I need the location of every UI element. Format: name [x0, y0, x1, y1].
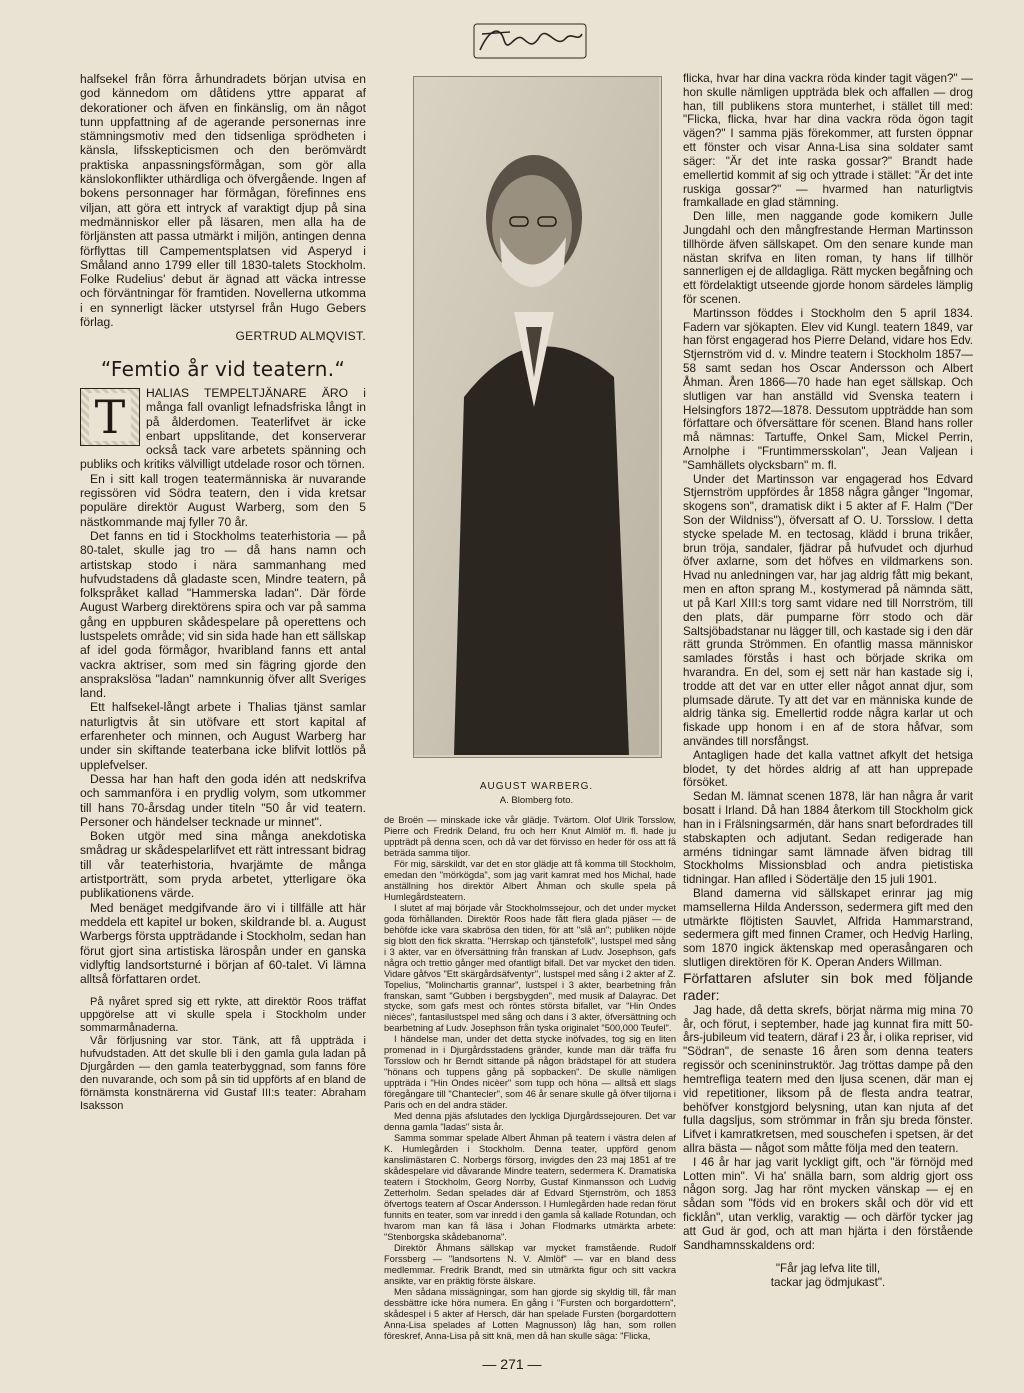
article-paragraph: Det fanns en tid i Stockholms teaterhistoria — på 80-talet, skulle jag tro — då hans namn och artistskap stodo i nära sammanhang med hufvudstadens då gladaste scen, Mindre teatern, på folkspråket kallad "Hammerska ladan". Där förde August Warberg direktörens spira och var på samma gång en uppburen skådespelare på operettens och lustspelets område; vid sin sida hade han ett sällskap af idel goda förmågor, hvaribland fanns ett antal vackra aktriser, som med sin fägring gjorde den ansprakslösa "ladan" namnkunnig öfver allt Sveriges land.: [80, 528, 366, 701]
article-paragraph: Med benäget medgifvande äro vi i tillfälle att här meddela ett kapitel ur boken, skildrande bl. a. August Warbergs första uppträdande i Stockholm, sedan han förut gjort sina artistiska lärospån under en ganska vidlyftig landsortsturné i början af 60-talet. Vi lämna alltså författaren ordet.: [80, 900, 366, 987]
article-paragraph: Sedan M. lämnat scenen 1878, lär han några år varit bosatt i Irland. Då han 1884 återkom till Stockholm gick han in i Frälsningsarmén, där hans snart befordrades till stabskapten och adjutant. Sedan redigerade han arméns tidningar samt lämnade äfven bidrag till Stockholms Missionsblad och andra pietistiska tidningar. Han aflled i Södertälje den 15 juli 1901.: [683, 790, 973, 887]
article-paragraph: Dessa har han haft den goda idén att nedskrifva och sammanföra i en prydlig volym, som utkommer till hans 70-årsdag under titeln "50 år vid teatern. Personer och händelser tecknade ur minnet".: [80, 771, 366, 829]
article-paragraph: Med denna pjäs afslutades den lyckliga Djurgårdssejouren. Det var denna gamla "ladas" sista år.: [384, 1111, 676, 1133]
poem-quote: [683, 1262, 973, 1290]
article-paragraph: flicka, hvar har dina vackra röda kinder tagit vägen?" — hon skulle nämligen uppträda blek och affallen — drog han, till publikens stora munterhet, i stället till med: "Flicka, flicka, hvar har dina vackra röda ögon tagit vägen?" I samma pjäs förekommer, att fursten öppnar ett fönster och visar Anna-Lisa sina soldater samt säger: "Är det inte raska gossar?" Brandt hade emellertid kommit af sig och yttrade i stället: "Är det inte ruskiga gossar?" — hvarmed han naturligtvis framkallade en glad stämning.: [683, 72, 973, 210]
article-paragraph: Antagligen hade det kalla vattnet afkylt det hetsiga blodet, ty det hördes aldrig af att han upprepade försöket.: [683, 748, 973, 790]
article-body: [80, 386, 366, 986]
article-paragraph: Samma sommar spelade Albert Åhman på teatern i västra delen af K. Humlegården i Stockholm. Denna teater, uppförd genom kanslimästaren C. Norbergs försorg, invigdes den 23 maj 1851 af tre skådespelare vid dåvarande Mindre teatern, sedermera K. Dramatiska teatern i Stockholm, Georg Norrby, Gustaf Kinmansson och Ludvig Zetterholm. Sedan spelades där af Edvard Stjernström, och 1853 öfvertogs teatern af Oscar Andersson. I Humlegården hade redan förut funnits en teater, som var inredd i den gamla så kallade Rotundan, och hvarom man kan få läsa i Johan Flodmarks utmärkta arbete: "Stenborgska skådebanorna".: [384, 1133, 676, 1242]
article-paragraph: I händelse man, under det detta stycke inöfvades, tog sig en liten promenad in i Djurgårdsstadens gränder, kunde man där träffa fru Torsslow och hr Berndt sittande på någon brädstapel för att studera "hönans och tuppens gång på sopbacken". De skulle nämligen uppträda i "Hin Ondes nicèer" som tupp och höna — alltså ett slags föregångare till "Chantecler", som 46 år senare skulle gå öfver tiljorna i Paris och en del andra städer.: [384, 1034, 676, 1111]
left-column: [80, 72, 366, 1113]
caption-credit: A. Blomberg foto.: [499, 795, 574, 806]
article-paragraph: I slutet af maj började vår Stockholmssejour, och det under mycket goda förhållanden. Direktör Roos hade fått flera glada pjäser — de behöfde icke vara skabrösa den tiden, för att "slå an"; publiken nöjde sig blott den fick skratta. "Herrskap och tjänstefolk", lustspel med sång i 3 akter, var en öfversättning från franskan af Ludv. Josephson, gafs några och trettio gånger med ofantligt bifall. Det var mycket den tiden. Vidare gåfvos "Ett skärgårdsäfventyr", lustspel med sång i 2 akter af Z. Topelius, "Molinchartis grannar", lustspel i 3 akter, bearbetning från franskan, samt "Gubben i bergsbygden", med musik af Dalayrac. Det stycke, som gafs mest och röntes största bifallet, var "Hin Ondes nièces", fantasilustspel med sång och dans i 3 akter, öfversättning och bearbetning af Ludv. Josephson från tyska originalet "500,000 Teufel".: [384, 902, 676, 1034]
article-paragraph: Ett halfsekel-långt arbete i Thalias tjänst samlar naturligtvis åt sin utöfvare ett stort kapital af erfarenheter och minnen, och August Warberg har under sin skiftande teaterbana icke blifvit lottlös på upplefvelser.: [80, 700, 366, 772]
page-number: — 271 —: [482, 1356, 542, 1372]
poem-line: tackar jag ödmjukast".: [770, 1276, 886, 1290]
article-paragraph: För mig, särskildt, var det en stor glädje att få komma till Stockholm, emedan den "mörkögda", som jag varit kamrat med hos Michal, hade anställning hos direktör Albert Åhman och skulle spela på Humlegårdsteatern.: [384, 858, 676, 902]
article-paragraph: de Broën — minskade icke vår glädje. Tvärtom. Olof Ulrik Torsslow, Pierre och Fredrik Deland, fru och herr Knut Almlöf m. fl. hade ju uppträdt på denna scen, och då var det förvisso en heder för oss att få beträda samma tiljor.: [384, 815, 676, 858]
caption-name: AUGUST WARBERG.: [479, 781, 594, 792]
closing-paragraph: Jag hade, då detta skrefs, börjat närma mig mina 70 år, och förut, i september, hade jag kunnat fira mitt 50-års-jubileum vid teatern, däraf i 23 år, i olika repriser, vid "Södran", de senaste 16 åren som denna teaters regissör och scenininstruktör. Jag tröttas dampe på den hemtrefliga teatern med den ljusa scenen, där man ej vid repetitioner, liksom på de flesta andra teatrar, behöfver konstgjord belysning, utan kan njuta af det fulla dagsljus, som strömmar in från sju breda fönster. Lifvet i kamratkretsen, med souschefen i spetsen, är det allra bästa — något som måtte följa med den teatern.: [683, 1003, 973, 1155]
article-paragraph: Martinsson föddes i Stockholm den 5 april 1834. Fadern var sjökapten. Elev vid Kungl. teatern 1849, var han först engagerad hos Pierre Deland, vidare hos Edv. Stjernström vid d. v. Mindre teatern i Stockholm 1857—58 samt sedan hos Oscar Andersson och Albert Åhman. Åren 1866—70 hade han eget sällskap. Och slutligen var han anställd vid Svenska teatern i Helsingfors 1872—1878. Dessutom uppträdde han som författare och öfversättare för scenen. Bland hans roller må nämnas: Tartuffe, Onkel Sam, Mickel Perrin, Arnolphe i "Fruntimmersskolan", Jean Valjean i "Samhällets olycksbarn" m. fl.: [683, 306, 973, 472]
note-paragraph: Vår förljusning var stor. Tänk, att få uppträda i hufvudstaden. Att det skulle bli i den gamla gula ladan på Djurgården — den gamla teaterbyggnad, som fanns före den nuvarande, och som på sin tid uppförts af en bland de förnämsta konstnärerna vid Gustaf III:s teater: Abraham Isaksson: [80, 1035, 366, 1113]
review-signature: GERTRUD ALMQVIST.: [235, 329, 366, 344]
closing-paragraph: I 46 år har jag varit lyckligt gift, och "är förnöjd med Lotten min". Vi ha' snälla barn, som aldrig gjort oss någon sorg. Jag har rönt mycken vänskap — ej en sådan som "föds vid en brokers skål och dör vid ett ficklån", utan verklig, varaktig — och därför tycker jag att Gud är god, och att man hjärta i den förstående Sandhamnsskaldens ord:: [683, 1155, 973, 1252]
excerpt-note: [80, 996, 366, 1113]
article-paragraph: Boken utgör med sina många anekdotiska smådrag ur skådespelarlifvet ett rätt intressant bidrag till vår teaterhistoria, hvarjämte de många artistporträtt, som pryda arbetet, ytterligare öka publikationens värde.: [80, 829, 366, 901]
handwritten-signature: [470, 20, 590, 62]
article-paragraph: En i sitt kall trogen teatermänniska är nuvarande regissören vid Södra teatern, den i vida kretsar populäre direktör August Warberg, som den 5 nästkommande maj fyller 70 år.: [80, 471, 366, 529]
right-column: [683, 72, 973, 1300]
article-paragraph: Men sådana missägningar, som han gjorde sig skyldig till, får man dessbättre icke höra numera. En gång i "Fursten och borgardottern", skådespel i 5 akter af Hersch, där han spelade Fursten (borgardottern Anna-Lisa spelades af Lotten Magnusson) låg han, som rollen föreskref, Anna-Lisa på sitt knä, men då han skulle säga: "Flicka,: [384, 1286, 676, 1341]
article-headline: “Femtio år vid teatern.“: [100, 356, 346, 381]
article-paragraph: Bland damerna vid sällskapet erinrar jag mig mamsellerna Hilda Andersson, sedermera gift med den utmärkte flöjtisten Sauvlet, Alfrida Hammarstrand, sedermera gift med finnen Cramer, och Hedvig Harling, som 1870 ingick äktenskap med operasångaren och slutligen direktören för K. Operan Anders Willman.: [683, 886, 973, 969]
article-paragraph: Den lille, men naggande gode komikern Julle Jungdahl och den mångfrestande Herman Martinsson tillhörde äfven sällskapet. Om den senare kunde man nästan skrifva en liten roman, ty hans lif tillhör sannerligen ej de alldagliga. Rätt mycken begåfning och ett fördelaktigt utseende gjorde honom särdeles lämplig för scenen.: [683, 210, 973, 306]
portrait-illustration: [414, 77, 659, 755]
decorative-dropcap: T: [80, 388, 140, 446]
review-paragraph: halfsekel från förra århundradets början utvisa en god kännedom om dåtidens yttre apparat af dekorationer och äfven en finkänslig, om än något tunn uppfattning af de agerande personernas inre stämningsmotiv med den tidsenliga sprödheten i känsla, lifsskepticismen och den berömvärdt praktiska anpassningsförmågan, som gör alla känslokonflikter uthärdliga och öfvergående. Ingen af bokens personnager har förmågan, förefinnes ens viljan, att göra ett intryck af varaktigt djup på sina medmänniskor eller på läsaren, men alla ha de förljänsten att passa utmärkt i miljön, antingen denna förflyttas till Campementsplatsen vid Asperyd i Småland anno 1799 eller till 1830-talets Stockholm. Folke Rudelius' debut är ägnad att väcka intresse och förväntningar för framtiden. Novellerna utkomma i en synnerligt läcker utstyrsel från Hugo Gebers förlag.: [80, 72, 366, 330]
article-paragraph: Direktör Åhmans sällskap var mycket framstående. Rudolf Forssberg — "landsortens N. V. Almlöf" — var en bland dess medlemmar. Fredrik Brandt, med sin utmärkta figur och sitt vackra ansikte, var en präktig förste älskare.: [384, 1242, 676, 1286]
section-heading: Författaren afsluter sin bok med följande rader:: [683, 969, 973, 1003]
article-paragraph: Under det Martinsson var engagerad hos Edvard Stjernström uppfördes år 1858 några gånger "Ingomar, skogens son", dramatisk dikt i 5 akter af F. Halm ("Der Son der Wildniss"), öfversatt af O. U. Torsslow. I detta stycke spelade M. en tectosag, klädd i bruna trikåer, brun tröja, sandaler, fjädrar på hufvudet och djurhud öfver axlarne, som det höfves en vildmarkens son. Hvad nu anledningen var, har jag aldrig fått mig bekant, men en afton sprang M., kostymerad på nämnda sätt, ut på Karl XIII:s torg samt vidare ned till Norrström, till den plats, där pumparne förr stodo och där Saltsjöbadstanar nu lägger till, och kastade sig i den där rätt grunda Strömmen. En ofantlig massa människor samlades förstås i hast och började skrika om hvarandra. En del, som ej sett när han kastade sig i, trodde att det var en utter eller något annat djur, som plumsade därute. Ty att det var en människa kunde de aldrig tänka sig. Emellertid rodde några karlar ut och fiskade upp honom i en af de stora håfvar, som användes till norsfångst.: [683, 472, 973, 748]
portrait-caption: [413, 780, 660, 808]
portrait-photo: [413, 76, 662, 758]
note-paragraph: På nyåret spred sig ett rykte, att direktör Roos träffat uppgörelse att vi skulle spela i Stockholm under sommarmånaderna.: [80, 996, 366, 1035]
poem-line: "Får jag lefva lite till,: [775, 1262, 881, 1276]
middle-column: [384, 815, 676, 1342]
article-paragraph: HALIAS TEMPELTJÄNARE ÄRO i många fall ovanligt lefnadsfriska långt in på ålderdomen. Teaterlifvet är icke enbart uppslitande, det konserverar också tack vare arbetets spänning och publiks och kritiks välvilligt utdelade rosor och törnen.: [80, 385, 366, 472]
